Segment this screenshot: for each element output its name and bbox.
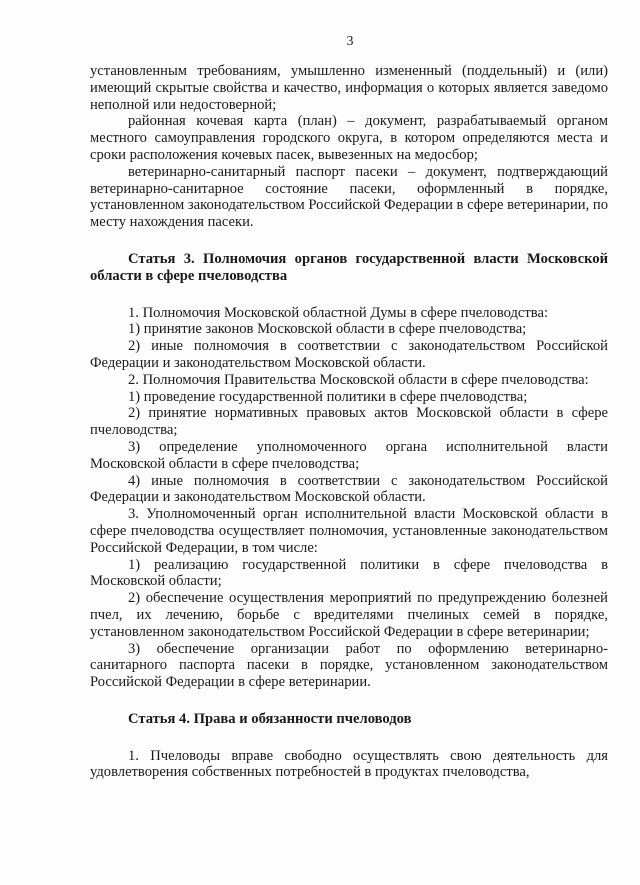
article-3-paragraph: 2) иные полномочия в соответствии с законодательством Российской Федерации и законодательством Московской области. [90, 338, 608, 371]
paragraph-continuation: установленным требованиям, умышленно измененный (поддельный) и (или) имеющий скрытые свойства и качество, информация о которых является заведомо неполной или недостоверной; [90, 63, 608, 113]
article-3-paragraph: 2. Полномочия Правительства Московской области в сфере пчеловодства: [128, 371, 589, 388]
article-3-paragraph: 1. Полномочия Московской областной Думы в сфере пчеловодства: [128, 304, 549, 321]
article-4-paragraph: 1. Пчеловоды вправе свободно осуществлять свою деятельность для удовлетворения собственных потребностей в продуктах пчеловодства, [90, 747, 608, 781]
article-3-paragraph: 4) иные полномочия в соответствии с законодательством Российской Федерации и законодательством Московской области. [90, 472, 608, 506]
article-3-paragraph: 1) реализацию государственной политики в сфере пчеловодства в Московской области; [90, 556, 608, 590]
article-3-paragraph: 3) определение уполномоченного органа исполнительной власти Московской области в сфере пчеловодства; [90, 438, 608, 472]
article-3-paragraph: 1) проведение государственной политики в сфере пчеловодства; [128, 388, 528, 405]
article-4-heading: Статья 4. Права и обязанности пчеловодов [128, 710, 412, 727]
paragraph-definition-vet-passport: ветеринарно-санитарный паспорт пасеки – документ, подтверждающий ветеринарно-санитарное состояние пасеки, оформленный в порядке, установленном законодательством Российской Федерации в сфере ветеринарии, по месту нахождения пасеки. [90, 163, 608, 231]
article-3-paragraph: 2) принятие нормативных правовых актов Московской области в сфере пчеловодства; [90, 405, 608, 439]
article-3-heading: Статья 3. Полномочия органов государственной власти Московской области в сфере пчеловодства [90, 250, 608, 284]
page-number: 3 [346, 34, 354, 49]
article-3-paragraph: 3. Уполномоченный орган исполнительной власти Московской области в сфере пчеловодства осуществляет полномочия, установленные законодательством Российской Федерации, в том числе: [90, 506, 608, 556]
document-body [90, 63, 608, 781]
paragraph-definition-nomadic-map: районная кочевая карта (план) – документ, разрабатываемый органом местного самоуправления городского округа, в котором определяются места и сроки расположения кочевых пасек, вывезенных на медосбор; [90, 113, 608, 163]
article-3-paragraph: 2) обеспечение осуществления мероприятий по предупреждению болезней пчел, их лечению, борьбе с вредителями пчелиных семей в порядке, установленном законодательством Российской Федерации в сфере ветеринарии; [90, 590, 608, 640]
article-3-paragraph: 3) обеспечение организации работ по оформлению ветеринарно-санитарного паспорта пасеки в порядке, установленном законодательством Российской Федерации в сфере ветеринарии. [90, 640, 608, 691]
article-3-paragraph: 1) принятие законов Московской области в сфере пчеловодства; [128, 321, 527, 338]
